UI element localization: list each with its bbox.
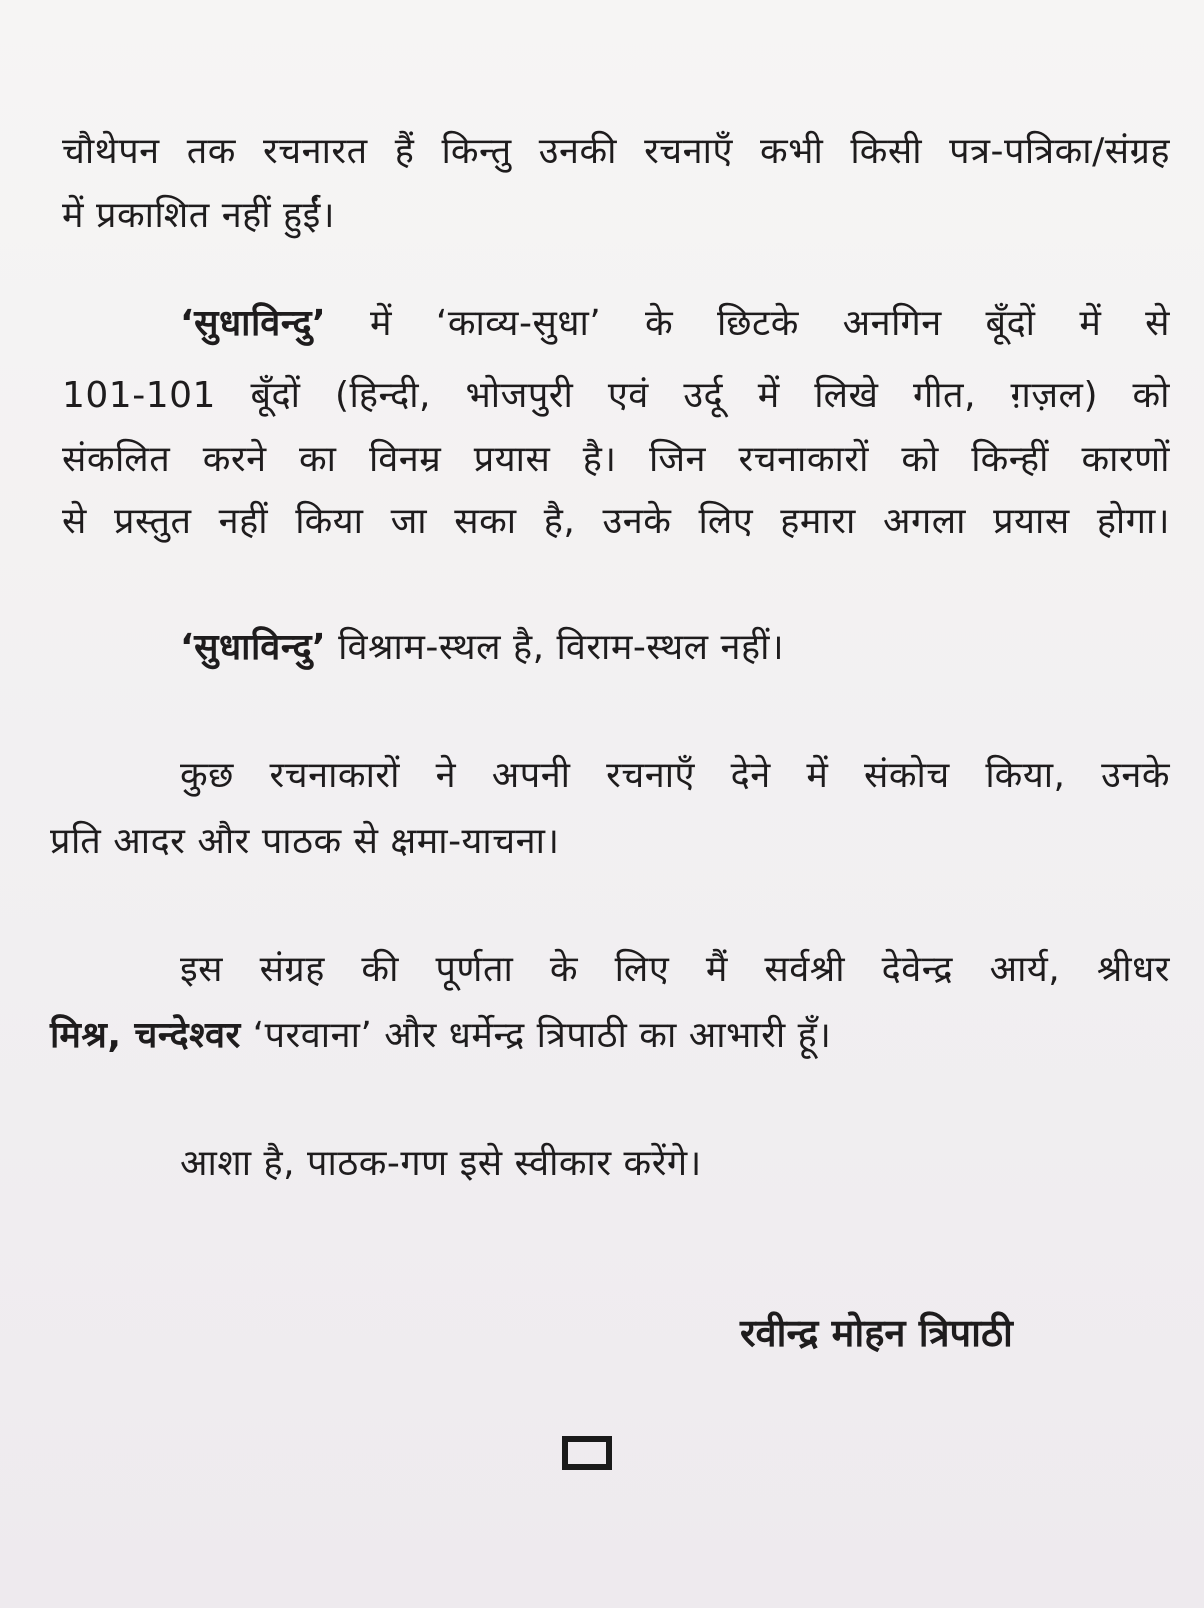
paragraph-4-line-1: कुछ रचनाकारों ने अपनी रचनाएँ देने में संकोच किया, उनके [180, 755, 1170, 796]
paragraph-5-line-2-rest: ‘परवाना’ और धर्मेन्द्र त्रिपाठी का आभारी हूँ। [240, 1015, 832, 1056]
paragraph-6-line-1: आशा है, पाठक-गण इसे स्वीकार करेंगे। [180, 1143, 702, 1184]
paragraph-1-line-2: में प्रकाशित नहीं हुईं। [62, 195, 335, 236]
paragraph-1-line-1: चौथेपन तक रचनारत हैं किन्तु उनकी रचनाएँ कभी किसी पत्र-पत्रिका/संग्रह [62, 131, 1170, 172]
paragraph-4-line-2: प्रति आदर और पाठक से क्षमा-याचना। [50, 821, 560, 862]
author-signature: रवीन्द्र मोहन त्रिपाठी [740, 1311, 1013, 1355]
end-of-section-square-icon [562, 1436, 612, 1470]
book-title-quote: ‘सुधाविन्दु’ [180, 627, 327, 668]
paragraph-3-line-1-rest: विश्राम-स्थल है, विराम-स्थल नहीं। [326, 627, 785, 668]
book-title-quote: ‘सुधाविन्दु’ [180, 303, 327, 344]
paragraph-3-line-1 [180, 624, 784, 672]
paragraph-5-line-1: इस संग्रह की पूर्णता के लिए मैं सर्वश्री देवेन्द्र आर्य, श्रीधर [180, 949, 1170, 990]
paragraph-2-line-1-rest: में ‘काव्य-सुधा’ के छिटके अनगिन बूँदों में से [326, 303, 1170, 344]
paragraph-2-line-3: संकलित करने का विनम्र प्रयास है। जिन रचनाकारों को किन्हीं कारणों [62, 439, 1170, 480]
paragraph-2-line-1 [180, 300, 1170, 348]
paragraph-5-line-2 [50, 1012, 831, 1060]
paragraph-2-line-2: 101-101 बूँदों (हिन्दी, भोजपुरी एवं उर्दू में लिखे गीत, ग़ज़ल) को [62, 375, 1170, 416]
paragraph-2-line-4: से प्रस्तुत नहीं किया जा सका है, उनके लिए हमारा अगला प्रयास होगा। [62, 501, 1170, 542]
names-bold: मिश्र, चन्देश्वर [50, 1015, 241, 1056]
